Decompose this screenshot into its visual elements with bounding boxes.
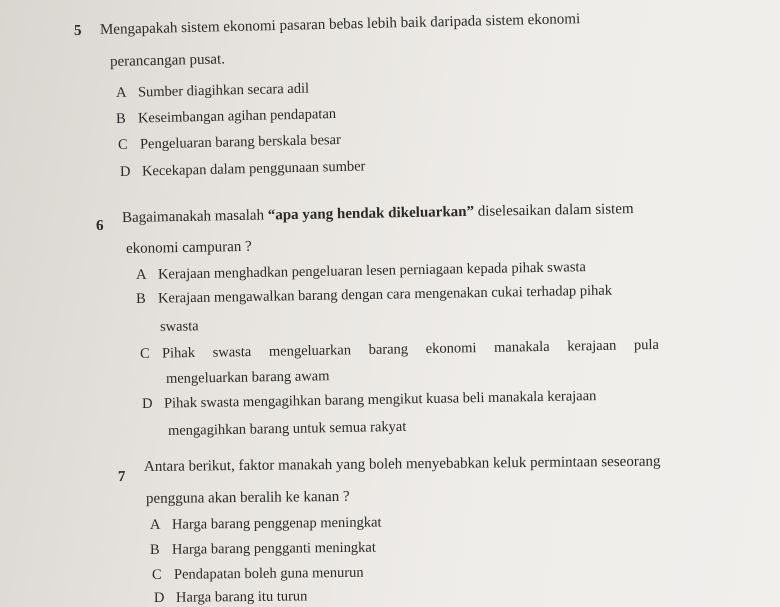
question-stem-cont: perancangan pusat. — [109, 51, 226, 70]
option-d: D Kecekapan dalam penggunaan sumber — [119, 158, 366, 180]
question-stem: Mengapakah sistem ekonomi pasaran bebas lebih baik daripada sistem ekonomi — [99, 11, 581, 38]
question-number: 6 — [95, 217, 104, 234]
option-b-cont: swasta — [159, 318, 199, 335]
question-stem: Antara berikut, faktor manakah yang boleh menyebabkan keluk permintaan seseorang — [143, 453, 661, 475]
question-number: 5 — [73, 22, 82, 39]
option-a: A Sumber diagihkan secara adil — [115, 80, 310, 101]
option-c: C Pengeluaran barang berskala besar — [117, 131, 342, 153]
option-a: A Kerajaan menghadkan pengeluaran lesen perniagaan kepada pihak swasta — [135, 259, 587, 283]
option-c-cont: mengeluarkan barang awam — [165, 368, 330, 387]
option-b: B Kerajaan mengawalkan barang dengan cara mengenakan cukai terhadap pihak — [135, 282, 613, 307]
question-number: 7 — [117, 468, 126, 485]
option-d-cont: mengagihkan barang untuk semua rakyat — [167, 418, 407, 439]
option-b: B Harga barang pengganti meningkat — [149, 539, 376, 558]
question-stem-cont: ekonomi campuran ? — [125, 238, 252, 257]
option-a: A Harga barang penggenap meningkat — [149, 514, 382, 533]
option-d: D Harga barang itu turun — [153, 588, 308, 606]
option-d: D Pihak swasta mengagihkan barang mengikut kuasa beli manakala kerajaan — [141, 388, 597, 412]
option-b: B Keseimbangan agihan pendapatan — [115, 106, 337, 127]
option-c: C Pihak swasta mengeluarkan barang ekonomi manakala kerajaan pula — [139, 336, 660, 362]
option-c: C Pendapatan boleh guna menurun — [151, 564, 364, 583]
question-stem-cont: pengguna akan beralih ke kanan ? — [145, 488, 350, 507]
question-stem: Bagaimanakah masalah “apa yang hendak dikeluarkan” diselesaikan dalam sistem — [121, 201, 634, 226]
